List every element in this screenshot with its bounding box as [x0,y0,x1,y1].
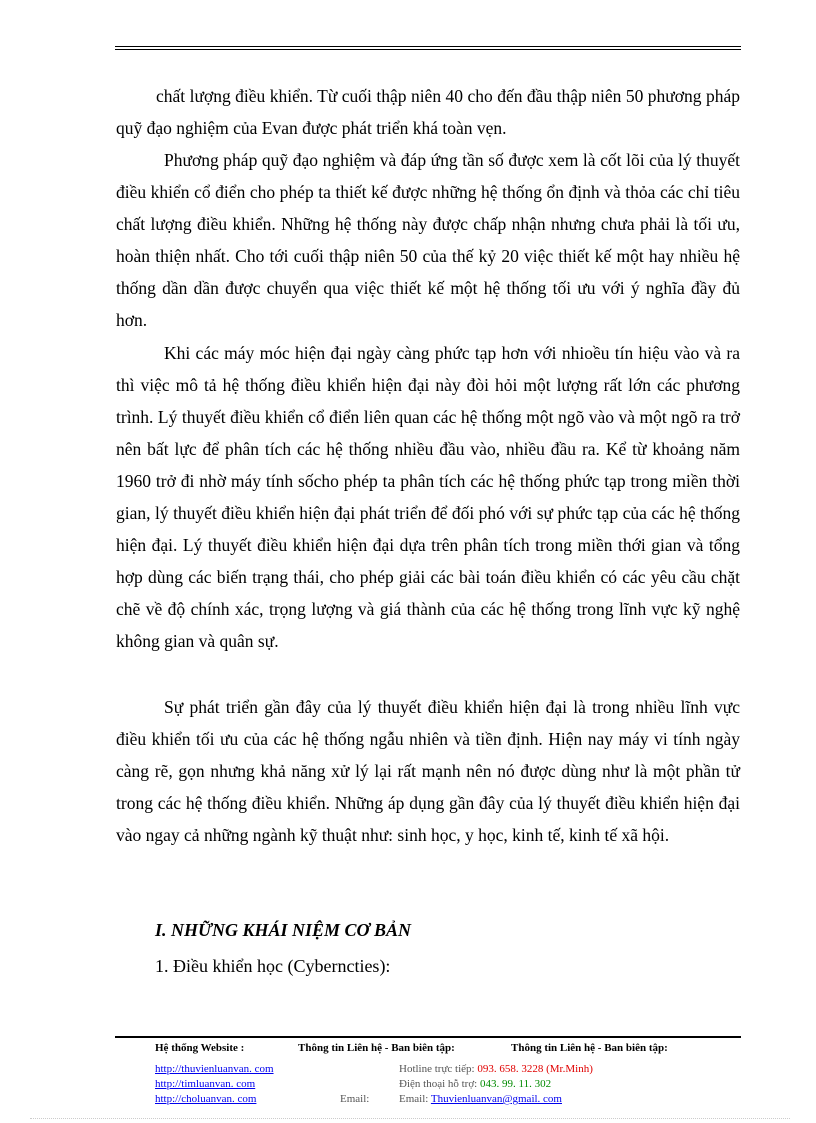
footer-email-label-left: Email: [340,1093,370,1105]
subsection-heading: 1. Điều khiển học (Cyberncties): [155,956,391,976]
footer-contact-details [399,1062,593,1107]
phone-value: 043. 99. 11. 302 [479,1078,552,1090]
hotline-label: Hotline trực tiếp: [399,1063,475,1075]
footer-rule [115,1036,741,1038]
page-bottom-border [30,1118,790,1119]
header-rule-2 [115,49,741,50]
footer-contact-1 [298,1041,455,1056]
footer-contact-2-title-wrap [511,1041,668,1056]
hotline-row [399,1062,593,1077]
email-row [399,1092,593,1107]
email-link[interactable]: Thuvienluanvan@gmail. com [430,1093,562,1105]
paragraph-4: Sự phát triển gần đây của lý thuyết điều khiển hiện đại là trong nhiều lĩnh vực điều khiển tối ưu của các hệ thống ngẫu nhiên và tiền định. Hiện nay máy vi tính ngày càng rẽ, gọn nhưng khả năng xử lý lại rất mạnh nên nó được dùng như là một phần tử trong các hệ thống điều khiển. Những áp dụng gần đây của lý thuyết điều khiển hiện đại vào ngay cả những ngành kỹ thuật như: sinh học, y học, kinh tế, kinh tế xã hội. [116,697,740,845]
footer-contact-2-title: Thông tin Liên hệ - Ban biên tập: [511,1042,668,1054]
email-label: Email: [399,1093,429,1105]
website-link-3[interactable]: http://choluanvan. com [155,1093,257,1105]
paragraph-1: chất lượng điều khiển. Từ cuối thập niên 40 cho đến đầu thập niên 50 phương pháp quỹ đạo nghiệm của Evan được phát triển khá toàn vẹn. [116,86,740,138]
hotline-value: 093. 658. 3228 (Mr.Minh) [477,1063,593,1075]
phone-label: Điện thoại hỗ trợ: [399,1078,478,1090]
paragraph-2: Phương pháp quỹ đạo nghiệm và đáp ứng tần số được xem là cốt lõi của lý thuyết điều khiển cổ điển cho phép ta thiết kế được những hệ thống ổn định và thỏa các chỉ tiêu chất lượng điều khiển. Những hệ thống này được chấp nhận nhưng chưa phải là tối ưu, hoàn thiện nhất. Cho tới cuối thập niên 50 của thế kỷ 20 việc thiết kế một hay nhiều hệ thống dần dần được chuyển qua việc thiết kế một hệ thống tối ưu với ý nghĩa đầy đủ hơn. [116,150,740,330]
footer-websites [155,1041,274,1107]
footer-contact-1-title: Thông tin Liên hệ - Ban biên tập: [298,1042,455,1054]
website-link-1[interactable]: http://thuvienluanvan. com [155,1063,274,1075]
footer-websites-title: Hệ thống Website : [155,1042,245,1054]
phone-row [399,1077,593,1092]
website-link-2[interactable]: http://timluanvan. com [155,1078,256,1090]
section-heading: I. NHỮNG KHÁI NIỆM CƠ BẢN [155,920,411,940]
paragraph-3: Khi các máy móc hiện đại ngày càng phức tạp hơn với nhioều tín hiệu vào và ra thì việc mô tả hệ thống điều khiển hiện đại này đòi hỏi một lượng rất lớn các phương trình. Lý thuyết điều khiển cổ điển liên quan các hệ thống một ngõ vào và một ngõ ra trở nên bất lực để phân tích các hệ thống nhiều đầu vào, nhiều đầu ra. Kể từ khoảng năm 1960 trở đi nhờ máy tính sốcho phép ta phân tích các hệ thống phức tạp trong miền thời gian, lý thuyết điều khiển hiện đại phát triển để đối phó với sự phức tạp của các hệ thống hiện đại. Lý thuyết điều khiển hiện đại dựa trên phân tích trong miền thới gian và tổng hợp dùng các biến trạng thái, cho phép giải các bài toán điều khiển có các yêu cầu chặt chẽ về độ chính xác, trọng lượng và giá thành của các hệ thống trong lĩnh vực kỹ nghệ không gian và quân sự. [116,343,740,651]
header-rule-1 [115,46,741,47]
